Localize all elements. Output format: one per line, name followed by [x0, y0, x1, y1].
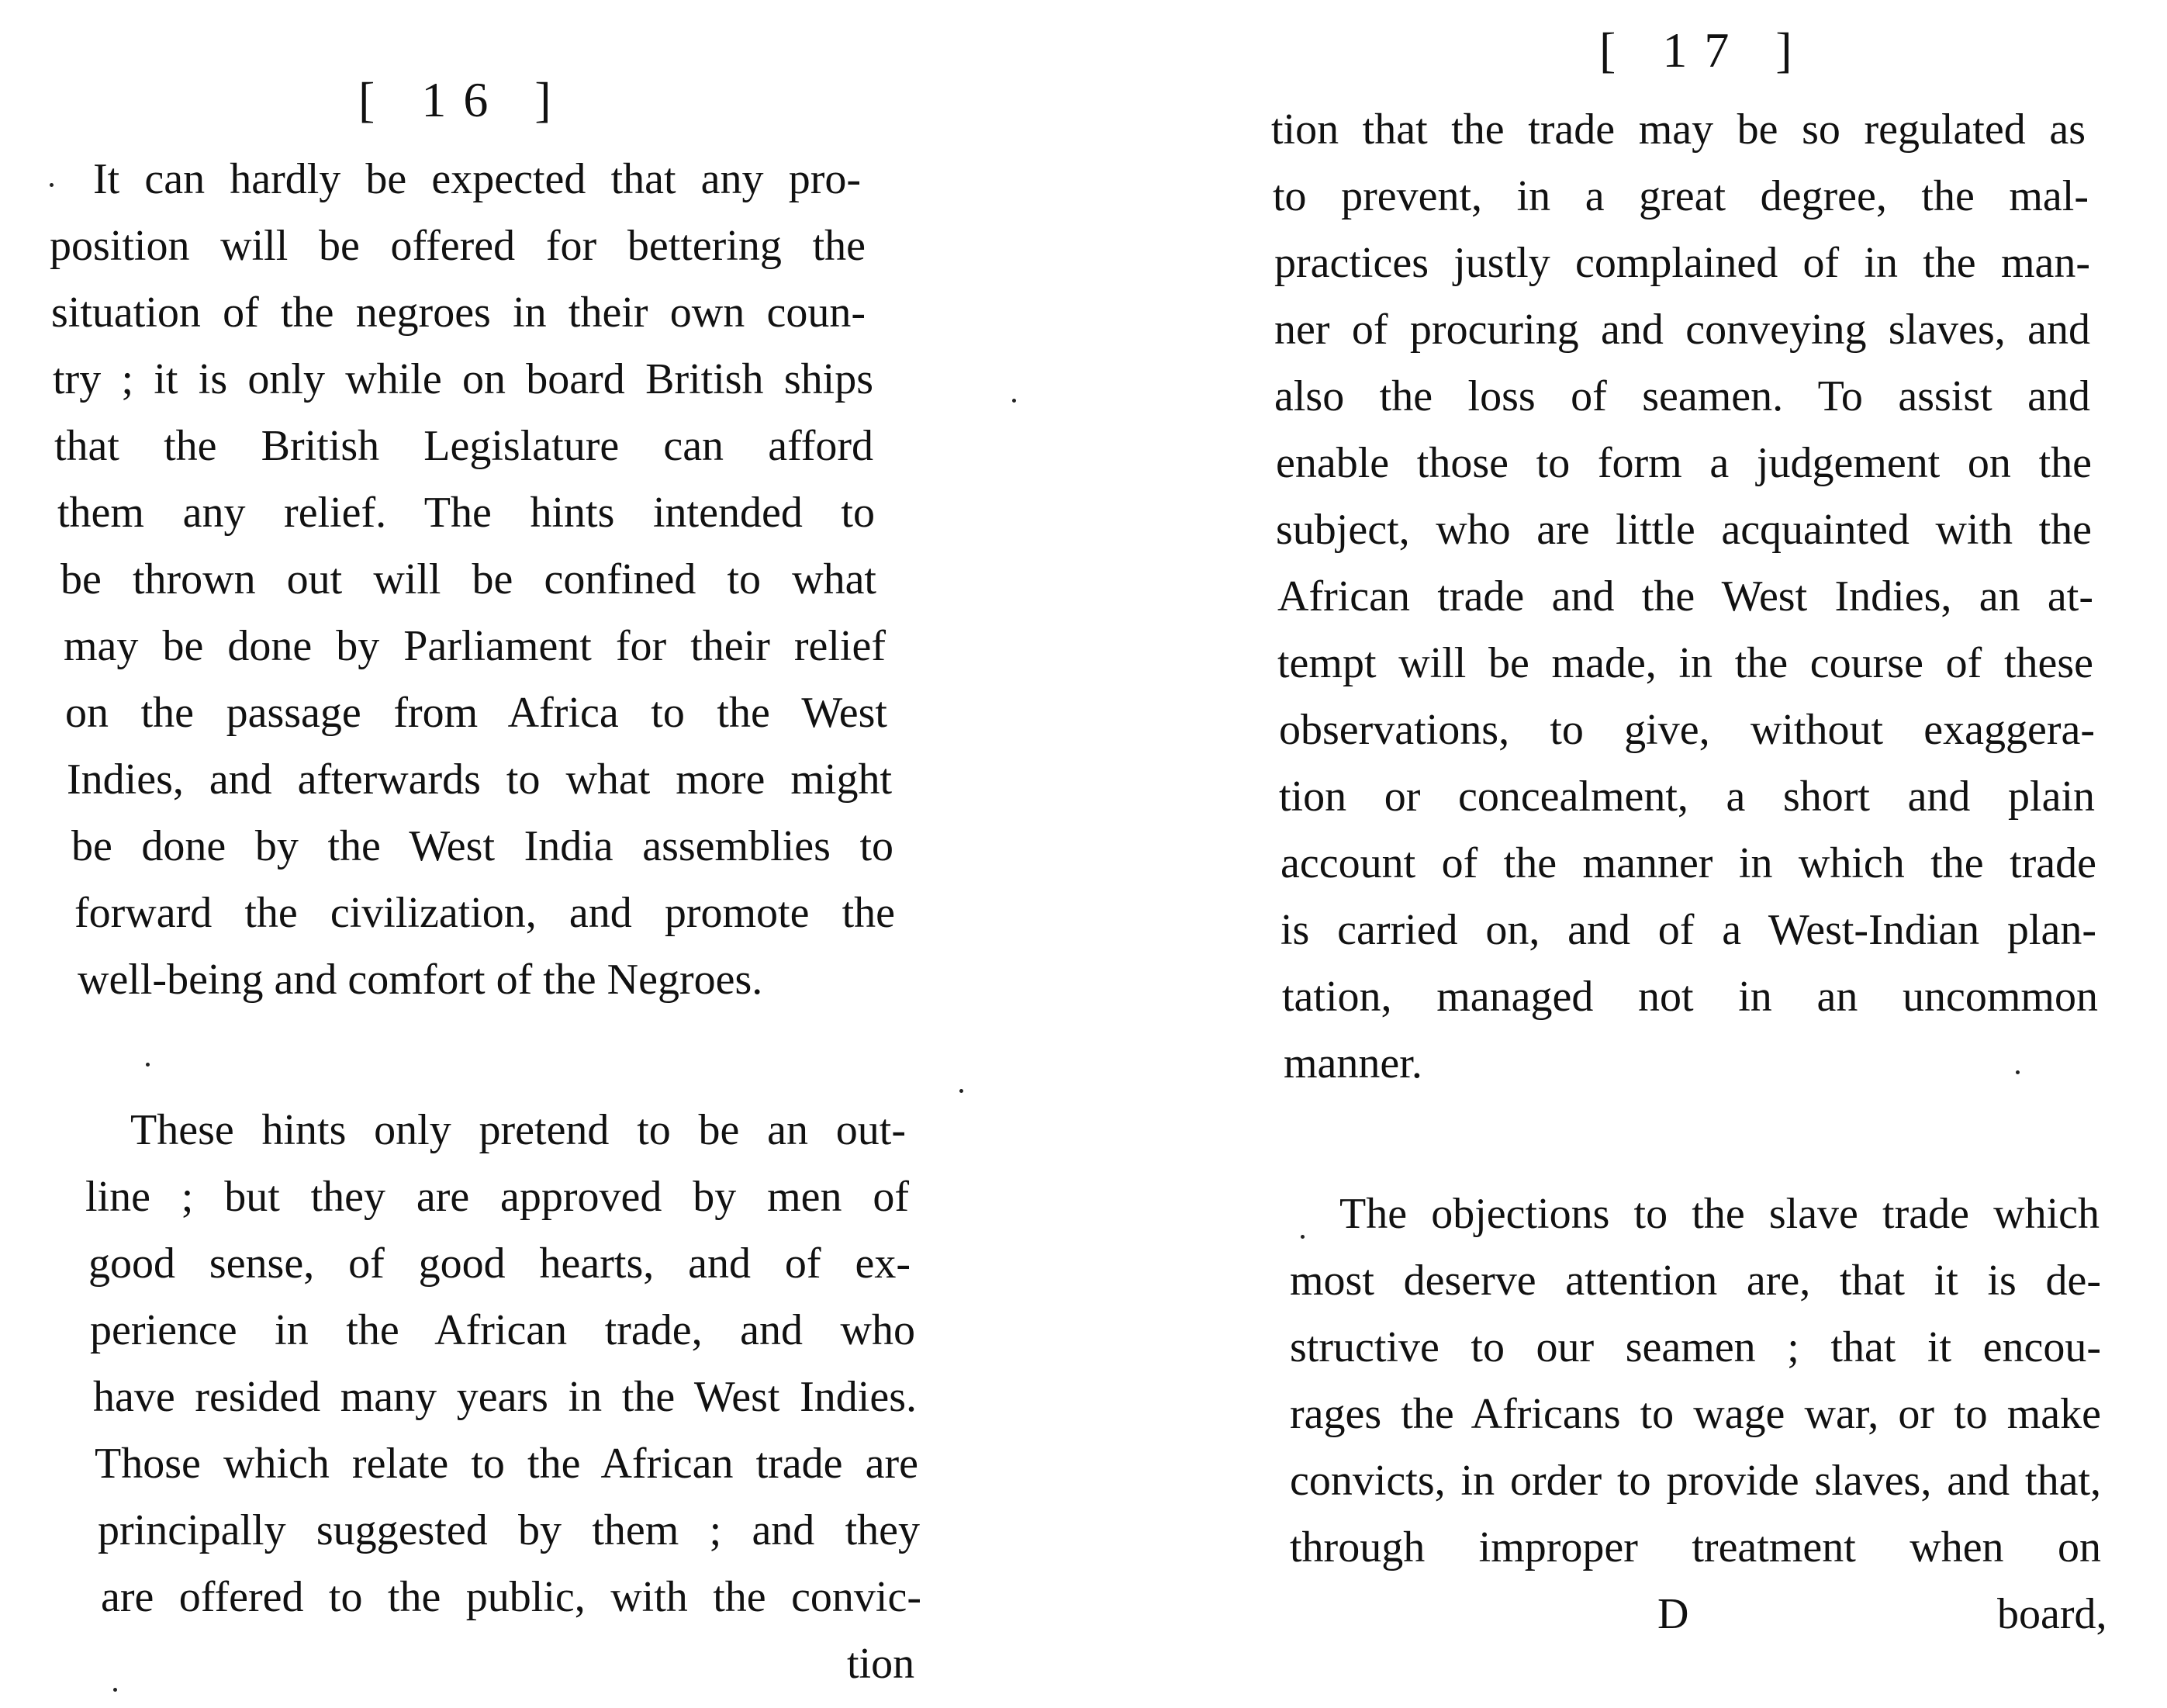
ink-speck [1301, 1235, 1305, 1239]
text-line: are offered to the public, with the convic- [101, 1573, 921, 1621]
text-line: perience in the African trade, and who [90, 1306, 915, 1354]
text-line: Those which relate to the African trade are [95, 1440, 918, 1488]
ink-speck [2016, 1070, 2020, 1074]
text-line: line ; but they are approved by men of [85, 1173, 909, 1221]
text-line: tation, managed not in an uncommon [1282, 973, 2098, 1021]
text-line: good sense, of good hearts, and of ex- [88, 1240, 911, 1288]
text-line: may be done by Parliament for their relief [64, 622, 886, 670]
text-line: account of the manner in which the trade [1280, 839, 2096, 887]
ink-speck [1012, 399, 1016, 403]
catchword: tion [847, 1640, 915, 1688]
text-line: tempt will be made, in the course of these [1277, 639, 2093, 687]
text-line: be thrown out will be confined to what [60, 555, 876, 603]
catchword: board, [1997, 1590, 2107, 1638]
page-number: [ 17 ] [1599, 22, 1809, 78]
ink-speck [50, 183, 54, 187]
right-page [1084, 0, 2167, 1708]
text-line: manner. [1284, 1039, 1422, 1087]
text-line: ner of procuring and conveying slaves, and [1274, 306, 2090, 354]
text-line: is carried on, and of a West-Indian plan- [1280, 906, 2096, 954]
text-line: The objections to the slave trade which [1339, 1190, 2100, 1238]
text-line: try ; it is only while on board British ships [53, 355, 873, 403]
text-line: through improper treatment when on [1290, 1523, 2101, 1571]
ink-speck [113, 1688, 117, 1692]
text-line: structive to our seamen ; that it encou- [1290, 1323, 2101, 1371]
ink-speck [146, 1063, 150, 1067]
ink-speck [959, 1089, 963, 1093]
text-line: observations, to give, without exaggera- [1279, 706, 2095, 754]
text-line: situation of the negroes in their own coun- [51, 289, 866, 337]
text-line: These hints only pretend to be an out- [130, 1106, 906, 1154]
text-line: rages the Africans to wage war, or to make [1290, 1390, 2101, 1438]
text-line: convicts, in order to provide slaves, and that, [1290, 1457, 2101, 1505]
text-line: be done by the West India assemblies to [71, 822, 893, 870]
text-line: most deserve attention are, that it is de- [1290, 1257, 2101, 1305]
text-line: principally suggested by them ; and they [98, 1506, 920, 1554]
text-line: subject, who are little acquainted with the [1276, 506, 2092, 554]
text-line: them any relief. The hints intended to [57, 489, 875, 537]
text-line: on the passage from Africa to the West [65, 689, 887, 737]
text-line: African trade and the West Indies, an at- [1277, 572, 2093, 621]
text-line: practices justly complained of in the man- [1274, 239, 2090, 287]
text-line: well-being and comfort of the Negroes. [78, 956, 763, 1004]
page-number: [ 16 ] [358, 72, 569, 127]
text-line: tion or concealment, a short and plain [1279, 773, 2095, 821]
text-line: forward the civilization, and promote the [74, 889, 895, 937]
text-line: position will be offered for bettering the [50, 222, 866, 270]
text-line: that the British Legislature can afford [54, 422, 873, 470]
text-line: enable those to form a judgement on the [1276, 439, 2092, 487]
text-line: have resided many years in the West Indies. [93, 1373, 917, 1421]
text-line: to prevent, in a great degree, the mal- [1273, 172, 2089, 220]
signature-mark: D [1657, 1590, 1689, 1638]
text-line: It can hardly be expected that any pro- [93, 155, 861, 203]
text-line: also the loss of seamen. To assist and [1274, 372, 2090, 420]
text-line: Indies, and afterwards to what more might [67, 755, 892, 804]
text-line: tion that the trade may be so regulated as [1271, 105, 2086, 154]
